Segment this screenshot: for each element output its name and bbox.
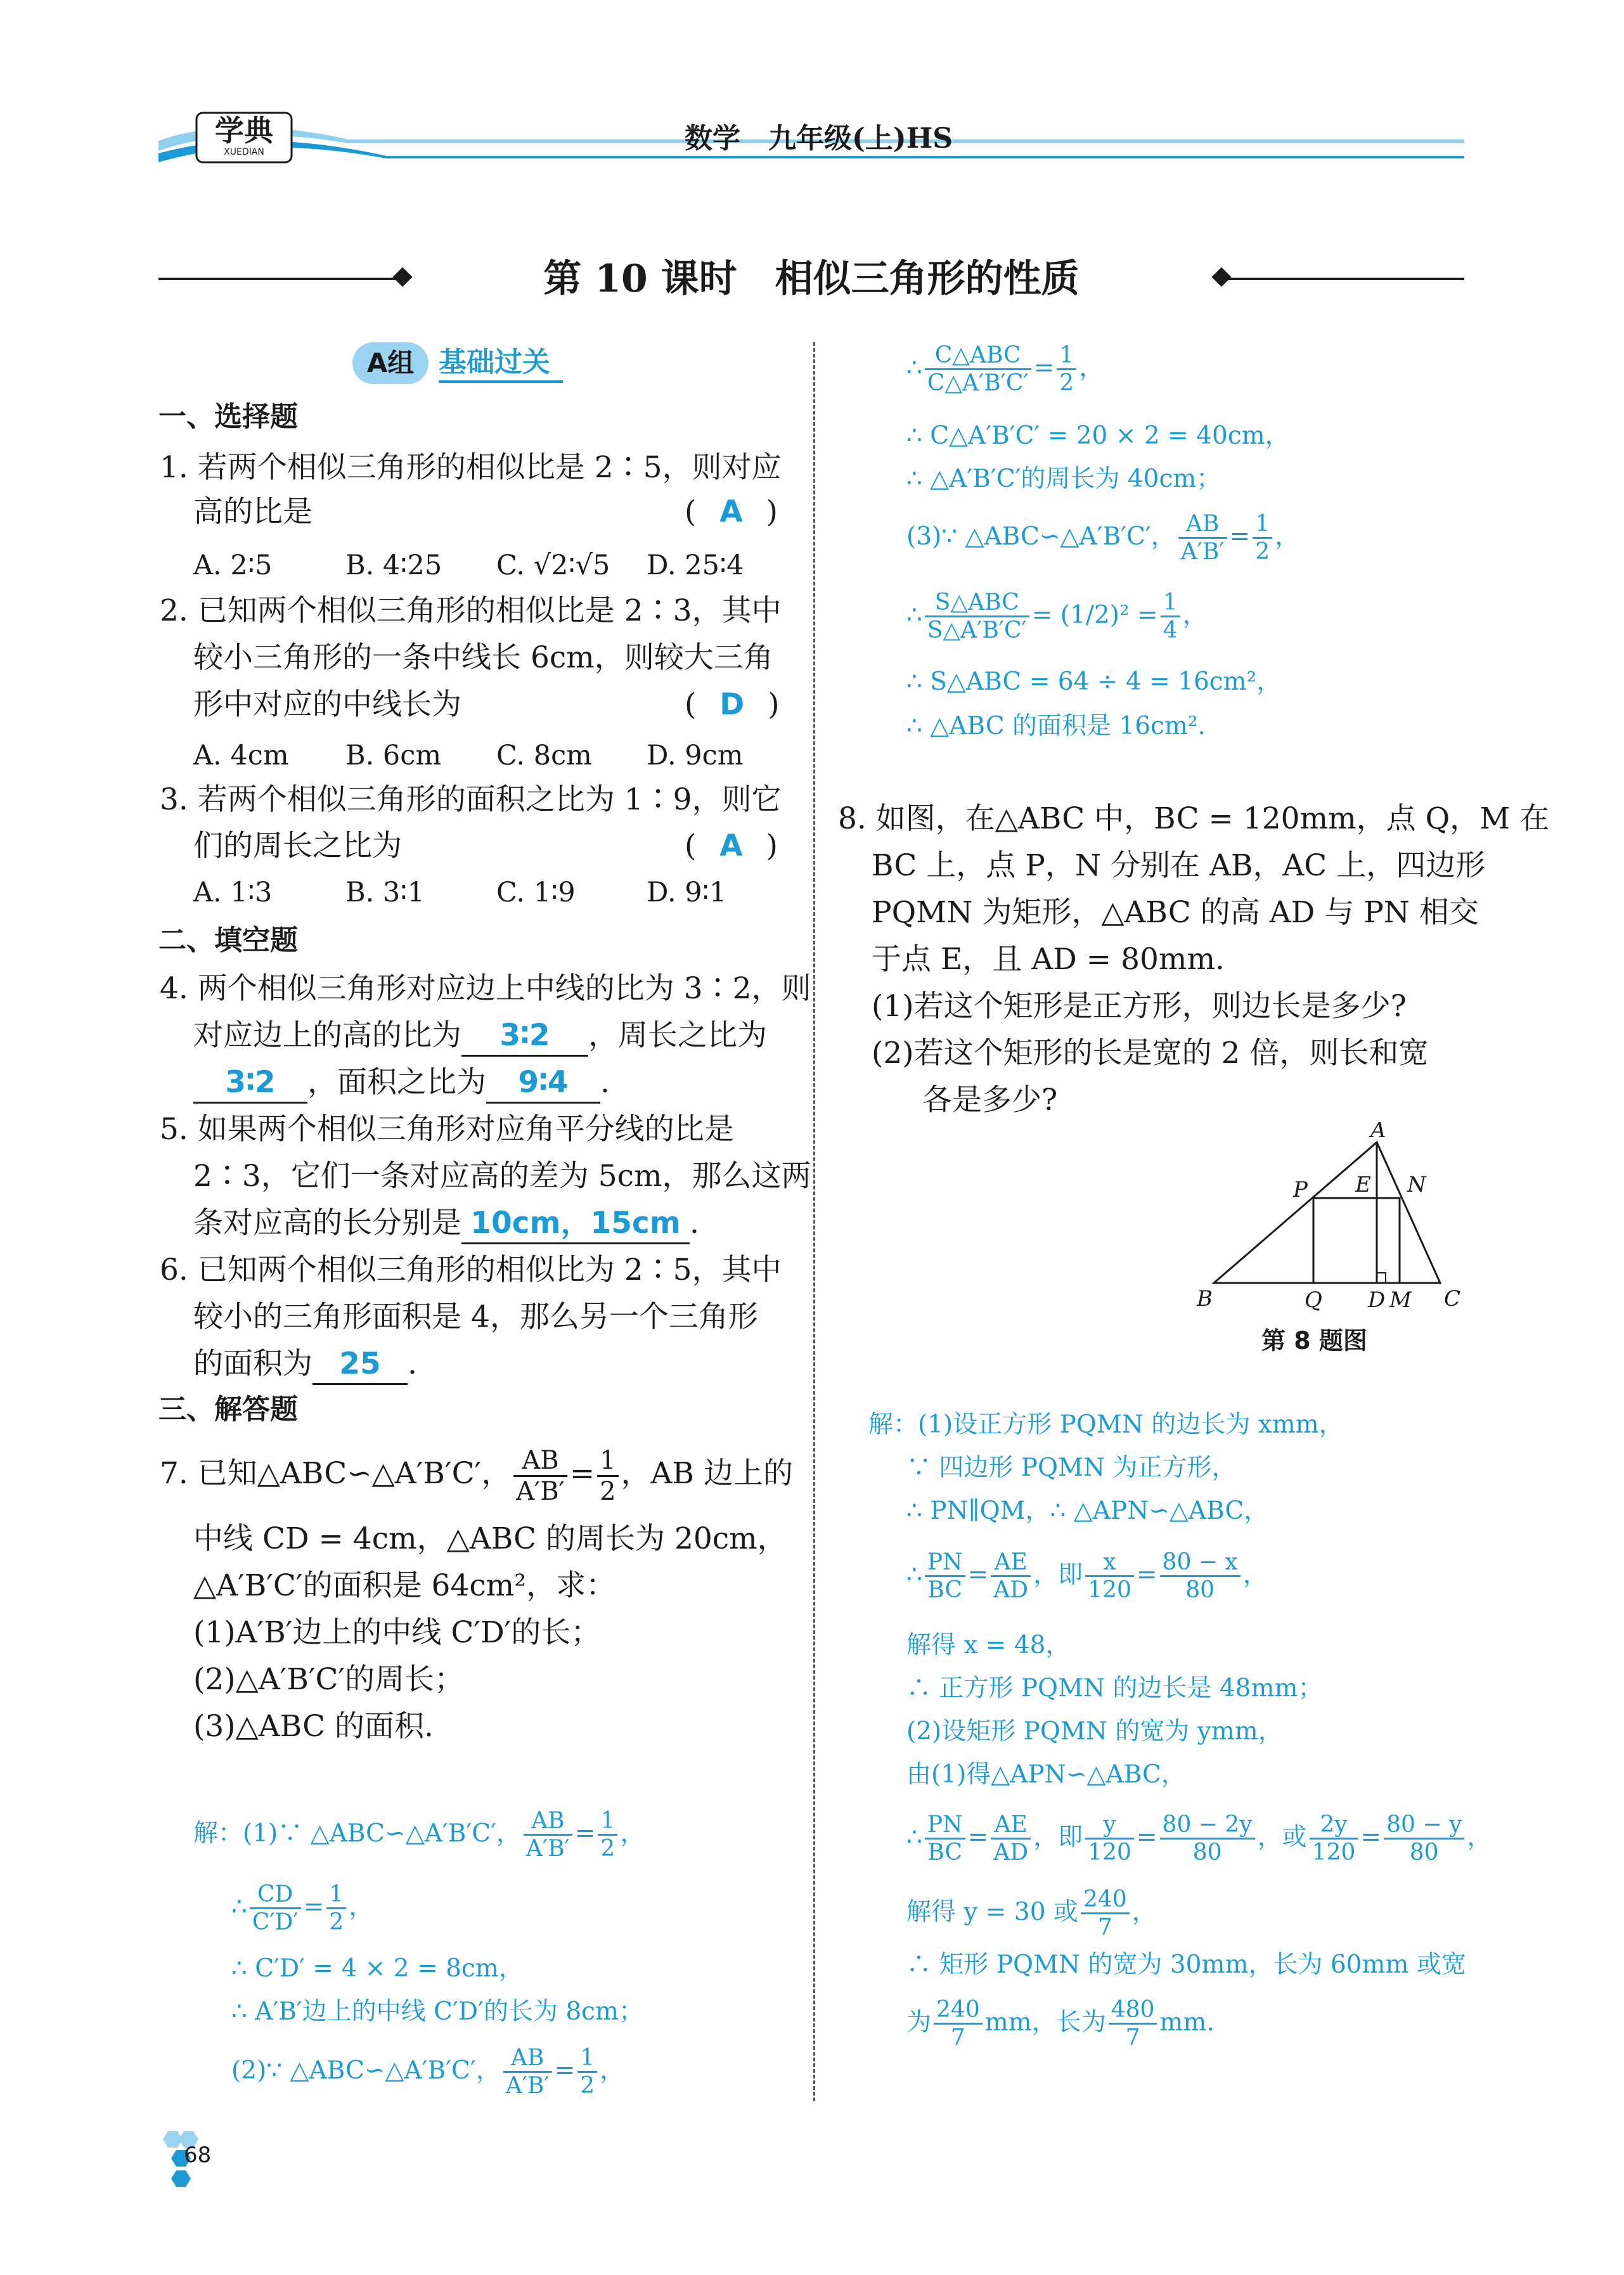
title-rule-left: [158, 278, 399, 280]
q3-option-c: C. 1∶9: [496, 877, 576, 908]
q6-line3-a: 的面积为: [193, 1346, 313, 1381]
q7-frac-den: A′B′: [516, 1476, 565, 1506]
sol7-r5-frac2-den: 4: [1163, 617, 1178, 644]
q7-half-num: 1: [597, 1446, 618, 1477]
q1-answer-value: A: [719, 494, 743, 529]
q7-line1-b: ，AB 边上的: [621, 1456, 793, 1491]
column-divider: [813, 342, 815, 2101]
page-title: 第 10 课时 相似三角形的性质: [543, 257, 1079, 301]
header-subject: 数学 九年级(上)HS: [685, 122, 953, 155]
sol7-step1-frac1-num: AB: [524, 1808, 572, 1836]
sol8-t3: ∴ PN∥QM，∴ △APN∽△ABC，: [906, 1497, 1269, 1525]
q5-line1: 5. 如果两个相似三角形对应角平分线的比是: [160, 1112, 734, 1147]
sol7-step2-therefore: ∴: [231, 1892, 247, 1921]
page-number: 68: [184, 2143, 212, 2168]
sol8-t12-frac2: [1109, 1997, 1157, 2051]
sol8-t4-frac4-den: 80: [1185, 1577, 1215, 1604]
group-badge-circle: A组: [352, 342, 429, 384]
sol8-t9: ∴ $\frac{PN}{BC}$ = $\frac{AE}{AD}$ ，即 $\frac{y}{120}$ = $\frac{80 - 2y}{80}$ ，或 $\frac{2y}{120}$ = $\frac{80 - y}{80}$ ，: [906, 1812, 1492, 1866]
q3-answer-value: A: [719, 828, 743, 863]
sol8-t4-frac4-num: 80 − x: [1160, 1549, 1241, 1577]
sol7-r1: ∴ $\frac{\text{C△ABC}}{C\triangle A'B'C'}$ = $\frac{1}{2}$ ，: [906, 342, 1104, 397]
sol7-r5-frac2-num: 1: [1161, 590, 1180, 617]
q3-option-a: A. 1∶3: [193, 877, 273, 908]
q3-line2: 们的周长之比为: [193, 828, 402, 863]
sol8-t4-therefore: ∴: [906, 1560, 922, 1589]
q7-line3: △A′B′C′的面积是 64cm²，求：: [193, 1568, 616, 1603]
sol7-step1-frac2-num: 1: [598, 1808, 617, 1836]
q8-line4: 于点 E，且 AD = 80mm.: [872, 942, 1225, 977]
sol7-r5-frac1-den: S△A′B′C′: [927, 617, 1027, 644]
q6-line3: [193, 1345, 417, 1385]
q4-line2-a: 对应边上的高的比为: [193, 1018, 461, 1053]
sol8-t9-frac4-den: 80: [1192, 1840, 1222, 1866]
sol8-t4-frac2: [991, 1549, 1031, 1604]
q1-option-d: D. 25∶4: [647, 550, 744, 581]
q7-eq: =: [569, 1456, 595, 1491]
sol7-step5: (2)∵ △ABC∽△A′B′C′， $\frac{AB}{A'B'}$ = $\frac{1}{2}$ ，: [231, 2045, 625, 2099]
q3-line1: 3. 若两个相似三角形的面积之比为 1∶9，则它: [160, 782, 782, 817]
q2-line1: 2. 已知两个相似三角形的相似比是 2∶3，其中: [160, 593, 782, 628]
q6-end: .: [408, 1346, 417, 1381]
sol8-t9-frac1: [925, 1812, 965, 1866]
sol8-t9-frac3-num: y: [1085, 1812, 1134, 1840]
sol8-t9-frac6: [1384, 1812, 1464, 1866]
q6-line2: 较小的三角形面积是 4，那么另一个三角形: [193, 1299, 758, 1334]
triangle-abc: [1214, 1142, 1440, 1283]
q5-blank-1: 10cm，15cm: [461, 1204, 690, 1244]
sol8-t9-frac3-den: 120: [1088, 1840, 1131, 1866]
group-label: 基础过关: [439, 345, 563, 383]
sol8-t9-frac4-num: 80 − 2y: [1160, 1812, 1255, 1840]
sol7-step2-frac1-num: CD: [250, 1881, 301, 1909]
q5-line3: [193, 1204, 699, 1244]
q6-blank-1: 25: [313, 1345, 408, 1385]
sol8-t9-frac1-num: PN: [925, 1812, 965, 1840]
sol7-step2-frac1-den: C′D′: [252, 1909, 299, 1936]
q8-line6: (2)若这个矩形的长是宽的 2 倍，则长和宽: [872, 1036, 1429, 1071]
sol8-t8: 由(1)得△APN∽△ABC，: [906, 1760, 1186, 1789]
q8-line3: PQMN 为矩形，△ABC 的高 AD 与 PN 相交: [872, 895, 1479, 930]
q4-blank-1: 3∶2: [461, 1017, 588, 1057]
sol8-t12: [906, 1997, 1215, 2051]
title-rule-right: [1223, 278, 1464, 280]
sol7-step5-text: (2)∵ △ABC∽△A′B′C′，: [231, 2056, 501, 2085]
label-n: N: [1407, 1172, 1426, 1197]
sol8-t4-frac4: [1160, 1549, 1241, 1604]
sol8-t10-frac-num: 240: [1081, 1886, 1130, 1914]
sol7-r5-frac1-num: S△ABC: [925, 590, 1029, 617]
sol8-t7: (2)设矩形 PQMN 的宽为 ymm，: [906, 1717, 1283, 1746]
sol7-r4-text: (3)∵ △ABC∽△A′B′C′，: [906, 522, 1176, 551]
q8-line7: 各是多少?: [922, 1083, 1058, 1118]
sol7-r5-therefore: ∴: [906, 600, 922, 629]
sol7-r1-frac1-num: C△ABC: [925, 342, 1031, 370]
label-b: B: [1197, 1286, 1213, 1312]
sol7-r1-frac2-num: 1: [1057, 342, 1076, 370]
sol8-t10-frac-den: 7: [1097, 1914, 1112, 1941]
triangle-outline: [1214, 1142, 1440, 1283]
sol7-step5-frac1: [503, 2045, 552, 2099]
sol8-t4-frac3-num: x: [1085, 1549, 1134, 1577]
sol8-t9-frac6-num: 80 − y: [1384, 1812, 1464, 1840]
q4-line3-a: ，面积之比为: [307, 1065, 486, 1100]
sol8-t12-mid: mm，长为: [984, 2008, 1106, 2037]
q5-line2: 2∶3，它们一条对应高的差为 5cm，那么这两: [193, 1159, 811, 1194]
logo: [197, 114, 292, 157]
logo-text: 学典: [215, 113, 273, 148]
section-choice: 一、选择题: [158, 401, 298, 433]
sol8-t1: 解：(1)设正方形 PQMN 的边长为 xmm，: [868, 1410, 1344, 1439]
q1-option-a: A. 2∶5: [193, 550, 273, 581]
sol7-step3: ∴ C′D′ = 4 × 2 = 8cm，: [231, 1954, 524, 1983]
q7-fraction-ab: [513, 1446, 567, 1506]
sol7-step2-frac2-den: 2: [329, 1909, 344, 1936]
label-a: A: [1370, 1122, 1386, 1143]
sol8-t12-frac1-den: 7: [950, 2025, 965, 2051]
diamond-left-icon: [392, 267, 412, 287]
sol8-t9-frac3: [1085, 1812, 1134, 1866]
sol7-step5-frac1-num: AB: [503, 2045, 552, 2073]
sol7-r4-frac2-den: 2: [1255, 539, 1270, 565]
q1-line1: 1. 若两个相似三角形的相似比是 2∶5，则对应: [160, 450, 782, 485]
sol7-r1-frac2: [1057, 342, 1076, 397]
sol7-step1-text: 解：(1)∵ △ABC∽△A′B′C′，: [193, 1819, 521, 1848]
sol7-r4-eq: =: [1229, 522, 1251, 551]
q2-answer: ( D ): [685, 687, 780, 722]
right-angle-mark: [1377, 1273, 1386, 1283]
sol8-t9-frac6-den: 80: [1409, 1840, 1439, 1866]
sol8-t9-frac5-num: 2y: [1310, 1812, 1358, 1840]
header: [158, 101, 1464, 171]
sol7-step2: ∴ $\frac{CD}{C'D'}$ = $\frac{1}{2}$ ，: [231, 1881, 374, 1936]
sol8-t6: ∴ 正方形 PQMN 的边长是 48mm；: [906, 1674, 1323, 1703]
q1-line2: 高的比是: [193, 494, 313, 529]
q7-line1: [160, 1445, 793, 1506]
sol7-r1-therefore: ∴: [906, 353, 922, 382]
q7-frac-num: AB: [513, 1446, 567, 1477]
q8-line5: (1)若这个矩形是正方形，则边长是多少?: [872, 989, 1407, 1024]
sol7-step5-frac2-den: 2: [580, 2073, 595, 2099]
sol7-r4-frac1-num: AB: [1178, 511, 1227, 539]
q8-figure: [1192, 1122, 1483, 1312]
q2-option-a: A. 4cm: [193, 740, 289, 771]
logo-sub: XUEDIAN: [224, 147, 264, 157]
sol7-r7: ∴ △ABC 的面积是 16cm².: [906, 712, 1206, 740]
q2-option-b: B. 6cm: [345, 740, 442, 771]
sol7-r3: ∴ △A′B′C′的周长为 40cm；: [906, 465, 1221, 493]
sol8-t4-frac1: [925, 1549, 965, 1604]
q7-line4: (1)A′B′边上的中线 C′D′的长；: [193, 1615, 601, 1650]
sol7-step2-frac1: [250, 1881, 301, 1936]
q2-answer-value: D: [719, 687, 745, 722]
sol8-t10-text: 解得 y = 30 或: [906, 1897, 1078, 1926]
sol7-r5-frac2: [1161, 590, 1180, 644]
label-e: E: [1355, 1172, 1371, 1197]
q7-line6: (3)△ABC 的面积.: [193, 1709, 434, 1744]
section-answer: 三、解答题: [158, 1393, 298, 1426]
q5-line3-a: 条对应高的长分别是: [193, 1206, 461, 1241]
label-c: C: [1444, 1286, 1461, 1312]
q5-end: .: [690, 1206, 699, 1241]
label-m: M: [1389, 1287, 1412, 1312]
sol7-r4-frac2-num: 1: [1253, 511, 1272, 539]
sol7-step2-eq: =: [303, 1892, 325, 1921]
sol8-t4-frac1-den: BC: [927, 1577, 963, 1604]
q8-line2: BC 上，点 P，N 分别在 AB，AC 上，四边形: [872, 848, 1486, 883]
sol7-step1-frac1: [524, 1808, 572, 1862]
sol7-r6: ∴ S△ABC = 64 ÷ 4 = 16cm²，: [906, 667, 1282, 696]
q7-fraction-half: [597, 1446, 618, 1506]
sol8-t2: ∵ 四边形 PQMN 为正方形，: [906, 1453, 1237, 1482]
label-p: P: [1293, 1177, 1308, 1202]
q1-answer: ( A ): [685, 494, 778, 529]
sol8-t9-frac4: [1160, 1812, 1255, 1866]
q2-option-d: D. 9cm: [647, 740, 744, 771]
sol7-step1: 解：(1)∵ △ABC∽△A′B′C′， $\frac{AB}{A'B'}$ = $\frac{1}{2}$ ，: [193, 1808, 645, 1862]
rectangle-pqmn: [1313, 1198, 1400, 1283]
sol8-t10: 解得 y = 30 或 $\frac{240}{7}$ ，: [906, 1886, 1157, 1941]
q4-end: .: [600, 1065, 610, 1100]
q4-line1: 4. 两个相似三角形对应边上中线的比为 3∶2，则: [160, 971, 811, 1006]
q7-line5: (2)△A′B′C′的周长；: [193, 1662, 465, 1697]
sol8-t12-frac1: [934, 1997, 983, 2051]
sol7-step1-eq: =: [574, 1819, 596, 1848]
q1-option-b: B. 4∶25: [345, 550, 442, 581]
sol7-step1-frac1-den: A′B′: [525, 1836, 570, 1862]
sol8-t4-frac1-num: PN: [925, 1549, 965, 1577]
sol8-t12-frac2-num: 480: [1109, 1997, 1157, 2025]
q4-line2-b: ，周长之比为: [588, 1018, 767, 1053]
sol8-t4-frac3: [1085, 1549, 1134, 1604]
sol7-r1-eq: =: [1033, 353, 1055, 382]
sol7-r5-middle: = (1/2)² =: [1031, 600, 1158, 629]
q1-option-c: C. √2∶√5: [496, 550, 610, 581]
q2-option-c: C. 8cm: [496, 740, 592, 771]
q8-line1: 8. 如图，在△ABC 中，BC = 120mm，点 Q，M 在: [838, 801, 1550, 836]
sol7-step2-frac2-num: 1: [326, 1881, 346, 1909]
sol7-r4-frac1-den: A′B′: [1180, 539, 1225, 565]
sol7-r5: ∴ $\frac{\text{S△ABC}}{S\triangle A'B'C'}$ = (1/2)² = $\frac{1}{4}$ ，: [906, 590, 1208, 644]
sol7-r4-frac2: [1253, 511, 1272, 565]
sol8-t4-ji: ，即: [1033, 1560, 1083, 1589]
section-fill: 二、填空题: [158, 924, 298, 957]
sol7-step1-frac2: [598, 1808, 617, 1862]
sol8-t9-frac5: [1310, 1812, 1358, 1866]
sol8-t9-frac2-num: AE: [991, 1812, 1031, 1840]
sol8-t9-ji: ，即: [1033, 1822, 1083, 1852]
sol8-t11: ∴ 矩形 PQMN 的宽为 30mm，长为 60mm 或宽: [906, 1950, 1466, 1979]
sol8-t12-wei: 为: [906, 2008, 932, 2037]
q3-option-d: D. 9∶1: [647, 877, 727, 908]
sol8-t9-frac2-den: AD: [993, 1840, 1029, 1866]
sol8-t9-frac2: [991, 1812, 1031, 1866]
label-q: Q: [1305, 1287, 1322, 1312]
q8-caption: 第 8 题图: [1261, 1327, 1367, 1355]
q4-line3: [193, 1064, 610, 1104]
sol7-step5-frac1-den: A′B′: [505, 2073, 550, 2099]
diamond-right-icon: [1211, 267, 1231, 287]
sol7-r5-frac1: [925, 590, 1029, 644]
sol8-t4-frac2-den: AD: [993, 1577, 1029, 1604]
sol8-t9-frac5-den: 120: [1311, 1840, 1356, 1866]
sol8-t9-frac1-den: BC: [927, 1840, 963, 1866]
sol7-step4: ∴ A′B′边上的中线 C′D′的长为 8cm；: [231, 1997, 643, 2026]
sol7-r2: ∴ C△A′B′C′ = 20 × 2 = 40cm，: [906, 422, 1290, 450]
sol8-t12-frac2-den: 7: [1125, 2025, 1140, 2051]
sol8-t10-frac: [1081, 1886, 1130, 1941]
sol8-t9-or: ，或: [1257, 1822, 1307, 1852]
sol7-step5-frac2: [577, 2045, 597, 2099]
sol8-t4: ∴ $\frac{PN}{BC}$ = $\frac{AE}{AD}$ ，即 $\frac{x}{120}$ = $\frac{80 - x}{80}$ ，: [906, 1549, 1268, 1604]
q4-blank-3: 9∶4: [486, 1064, 600, 1104]
sol8-t4-frac3-den: 120: [1088, 1577, 1131, 1604]
q3-answer: ( A ): [685, 828, 778, 863]
q4-line2: [193, 1017, 767, 1057]
q7-half-den: 2: [600, 1476, 616, 1506]
q6-line1: 6. 已知两个相似三角形的相似比为 2∶5，其中: [160, 1253, 782, 1287]
sol7-step5-frac2-num: 1: [577, 2045, 597, 2073]
sol7-r1-frac2-den: 2: [1059, 370, 1074, 397]
q2-line2: 较小三角形的一条中线长 6cm，则较大三角: [193, 640, 773, 675]
q3-option-b: B. 3∶1: [345, 877, 425, 908]
label-d: D: [1368, 1287, 1386, 1312]
sol8-t4-frac2-num: AE: [991, 1549, 1031, 1577]
q7-line2: 中线 CD = 4cm，△ABC 的周长为 20cm，: [193, 1521, 787, 1556]
sol7-step1-frac2-den: 2: [600, 1836, 615, 1862]
sol8-t12-frac1-num: 240: [934, 1997, 983, 2025]
q7-line1-a: 7. 已知△ABC∽△A′B′C′，: [160, 1456, 512, 1491]
sol7-step2-frac2: [326, 1881, 346, 1936]
sol7-step5-eq: =: [554, 2056, 576, 2085]
sol7-r1-frac1-den: C△A′B′C′: [927, 370, 1029, 397]
sol7-r4: (3)∵ △ABC∽△A′B′C′， $\frac{AB}{A'B'}$ = $\frac{1}{2}$ ，: [906, 511, 1300, 565]
q2-line3: 形中对应的中线长为: [193, 687, 461, 722]
sol8-t12-end: mm.: [1159, 2008, 1215, 2037]
sol8-t5: 解得 x = 48，: [906, 1631, 1071, 1660]
sol7-r4-frac1: [1178, 511, 1227, 565]
q4-blank-2: 3∶2: [193, 1064, 307, 1104]
sol8-t9-therefore: ∴: [906, 1822, 922, 1852]
sol7-r1-frac1: [925, 342, 1031, 397]
